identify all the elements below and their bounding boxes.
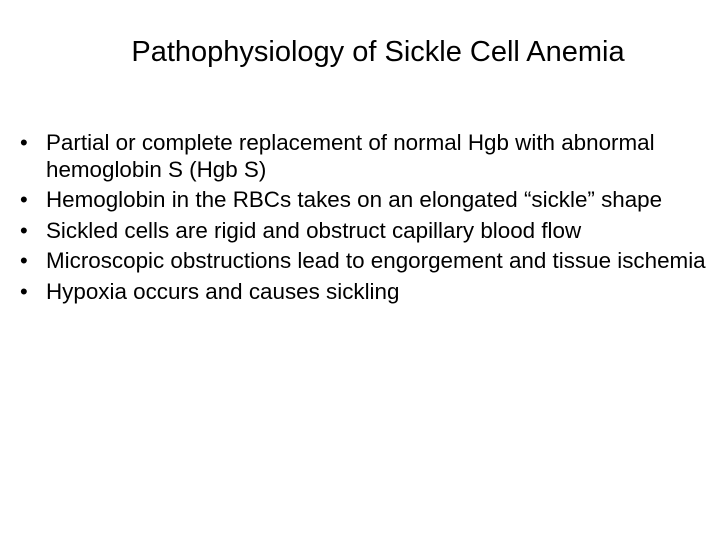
bullet-icon: •: [20, 248, 28, 273]
bullet-text: Sickled cells are rigid and obstruct capillary blood flow: [46, 217, 582, 243]
bullet-item: [18, 130, 714, 183]
bullet-text: Hemoglobin in the RBCs takes on an elongated “sickle” shape: [46, 187, 663, 212]
bullet-item: [18, 187, 714, 214]
bullet-text: Partial or complete replacement of normal Hgb with abnormal hemoglobin S (Hgb S): [46, 130, 655, 182]
bullet-icon: •: [20, 278, 28, 304]
bullet-text: Hypoxia occurs and causes sickling: [46, 278, 400, 304]
bullet-icon: •: [20, 130, 28, 155]
bullet-item: [18, 218, 714, 245]
bullet-icon: •: [20, 187, 28, 212]
bullet-text: Microscopic obstructions lead to engorgement and tissue ischemia: [46, 248, 706, 273]
slide-title: Pathophysiology of Sickle Cell Anemia: [131, 36, 625, 68]
bullet-item: [18, 279, 714, 306]
bullet-item: [18, 248, 714, 275]
bullet-icon: •: [20, 217, 28, 243]
bullet-list: [18, 130, 714, 309]
